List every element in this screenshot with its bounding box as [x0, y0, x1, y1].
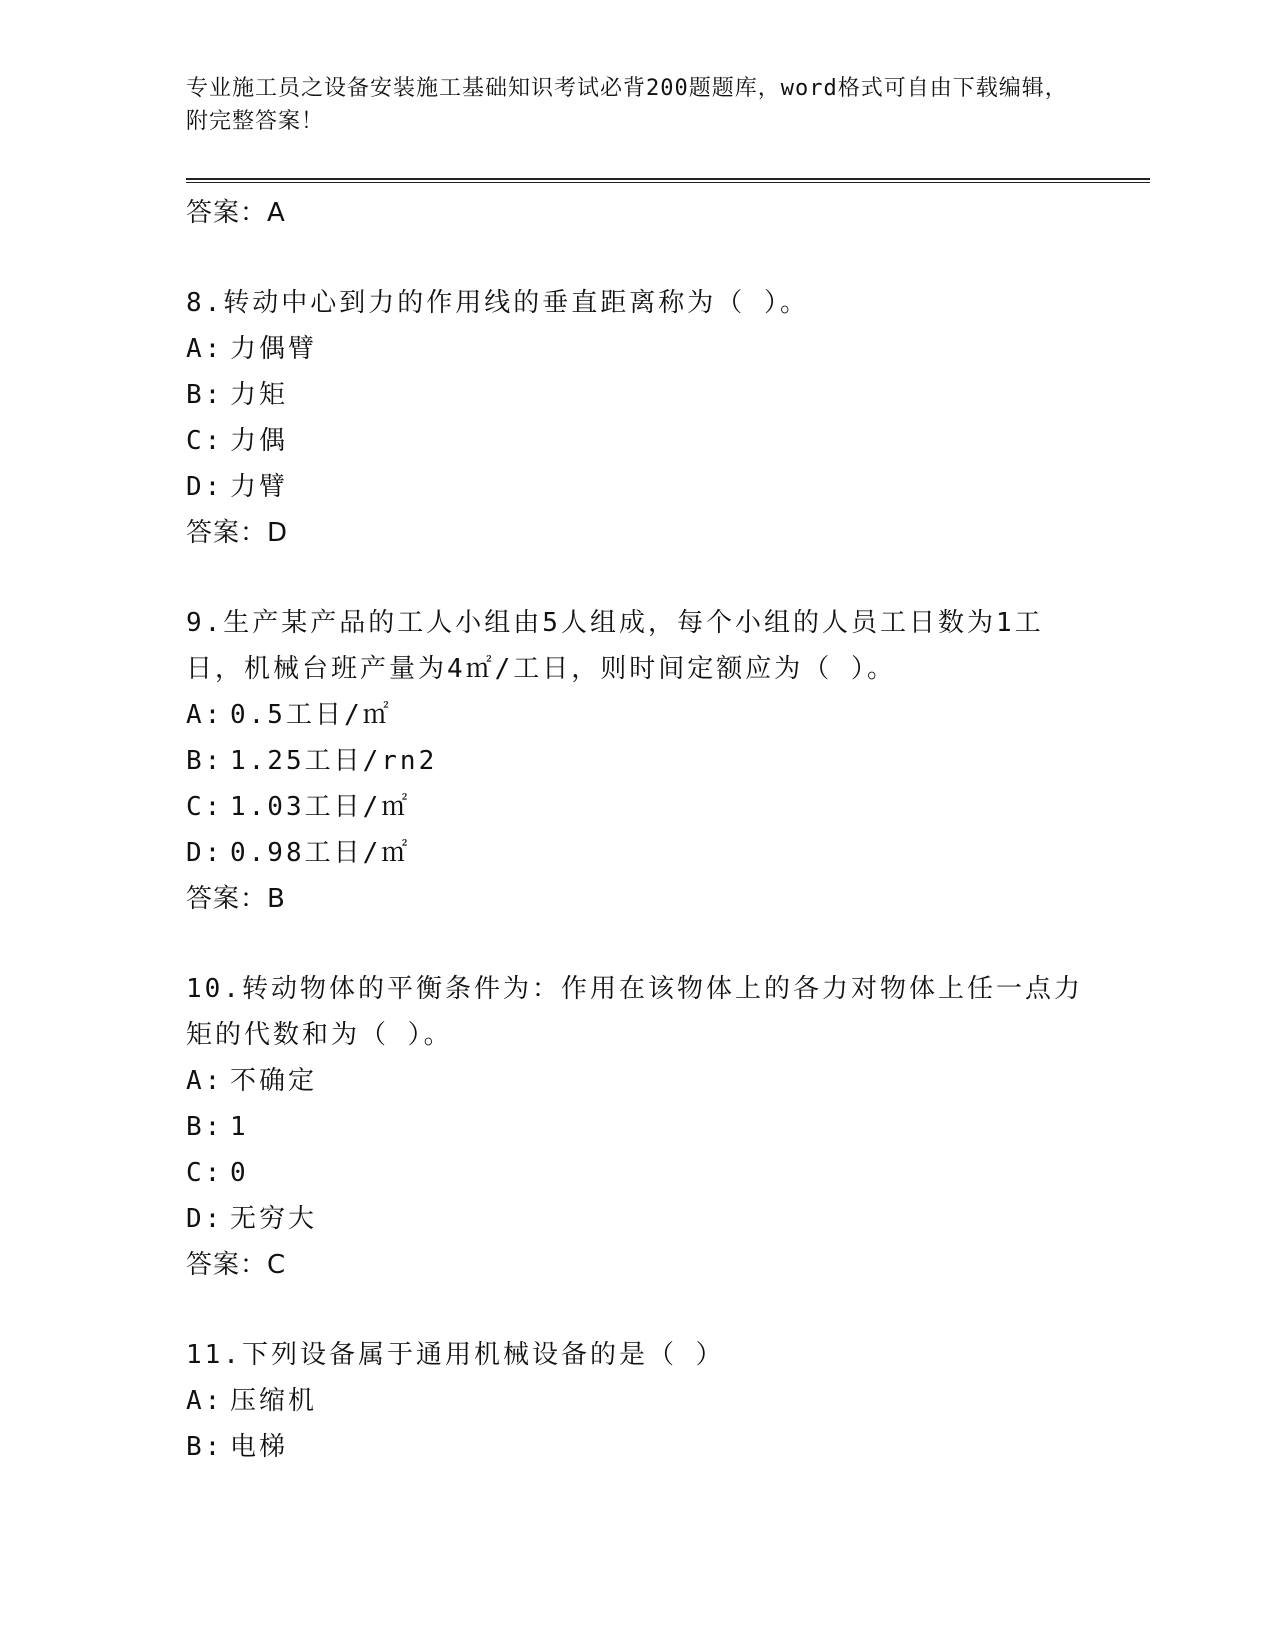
option-c — [186, 784, 1086, 830]
option-text: 力偶臂 — [230, 334, 318, 364]
option-key: C: — [186, 426, 224, 456]
document-body — [186, 190, 1086, 1470]
option-b — [186, 738, 1086, 784]
document-header — [186, 72, 1086, 138]
option-text: 无穷大 — [230, 1204, 318, 1234]
answer: 答案：D — [186, 518, 289, 548]
question-text: 9.生产某产品的工人小组由5人组成，每个小组的人员工日数为1工日，机械台班产量为4㎡/工日，则时间定额应为（ ）。 — [186, 608, 1044, 684]
option-a — [186, 1058, 1086, 1104]
question-text: 10.转动物体的平衡条件为：作用在该物体上的各力对物体上任一点力矩的代数和为（ ）。 — [186, 974, 1083, 1050]
option-text: 压缩机 — [230, 1386, 318, 1416]
option-d — [186, 464, 1086, 510]
option-key: A: — [186, 1386, 224, 1416]
option-text: 0 — [230, 1158, 249, 1188]
option-text: 1 — [230, 1112, 249, 1142]
document-title: 专业施工员之设备安装施工基础知识考试必背200题题库，word格式可自由下载编辑，附完整答案！ — [186, 76, 1068, 134]
question-11 — [186, 1332, 1086, 1470]
option-text: 0.5工日/㎡ — [230, 700, 392, 730]
option-d — [186, 830, 1086, 876]
option-key: D: — [186, 838, 224, 868]
option-text: 不确定 — [230, 1066, 318, 1096]
option-key: D: — [186, 472, 224, 502]
option-a — [186, 1378, 1086, 1424]
question-9 — [186, 600, 1086, 922]
option-c — [186, 1150, 1086, 1196]
option-key: A: — [186, 1066, 224, 1096]
question-text: 8.转动中心到力的作用线的垂直距离称为（ ）。 — [186, 288, 809, 318]
option-text: 电梯 — [230, 1432, 289, 1462]
option-b — [186, 1104, 1086, 1150]
option-text: 1.25工日/rn2 — [230, 746, 438, 776]
option-b — [186, 372, 1086, 418]
question-8 — [186, 280, 1086, 556]
previous-answer: 答案：A — [186, 198, 286, 228]
option-key: D: — [186, 1204, 224, 1234]
option-key: A: — [186, 334, 224, 364]
option-key: B: — [186, 380, 224, 410]
option-key: B: — [186, 746, 224, 776]
option-a — [186, 692, 1086, 738]
answer: 答案：C — [186, 1250, 287, 1280]
option-key: A: — [186, 700, 224, 730]
option-a — [186, 326, 1086, 372]
header-divider — [186, 178, 1150, 183]
option-key: B: — [186, 1432, 224, 1462]
option-b — [186, 1424, 1086, 1470]
option-text: 力臂 — [230, 472, 289, 502]
answer: 答案：B — [186, 884, 286, 914]
question-10 — [186, 966, 1086, 1288]
option-text: 0.98工日/㎡ — [230, 838, 411, 868]
option-text: 力矩 — [230, 380, 289, 410]
option-key: B: — [186, 1112, 224, 1142]
option-key: C: — [186, 792, 224, 822]
question-text: 11.下列设备属于通用机械设备的是（ ） — [186, 1340, 725, 1370]
option-d — [186, 1196, 1086, 1242]
option-text: 1.03工日/㎡ — [230, 792, 411, 822]
option-c — [186, 418, 1086, 464]
option-key: C: — [186, 1158, 224, 1188]
option-text: 力偶 — [230, 426, 289, 456]
